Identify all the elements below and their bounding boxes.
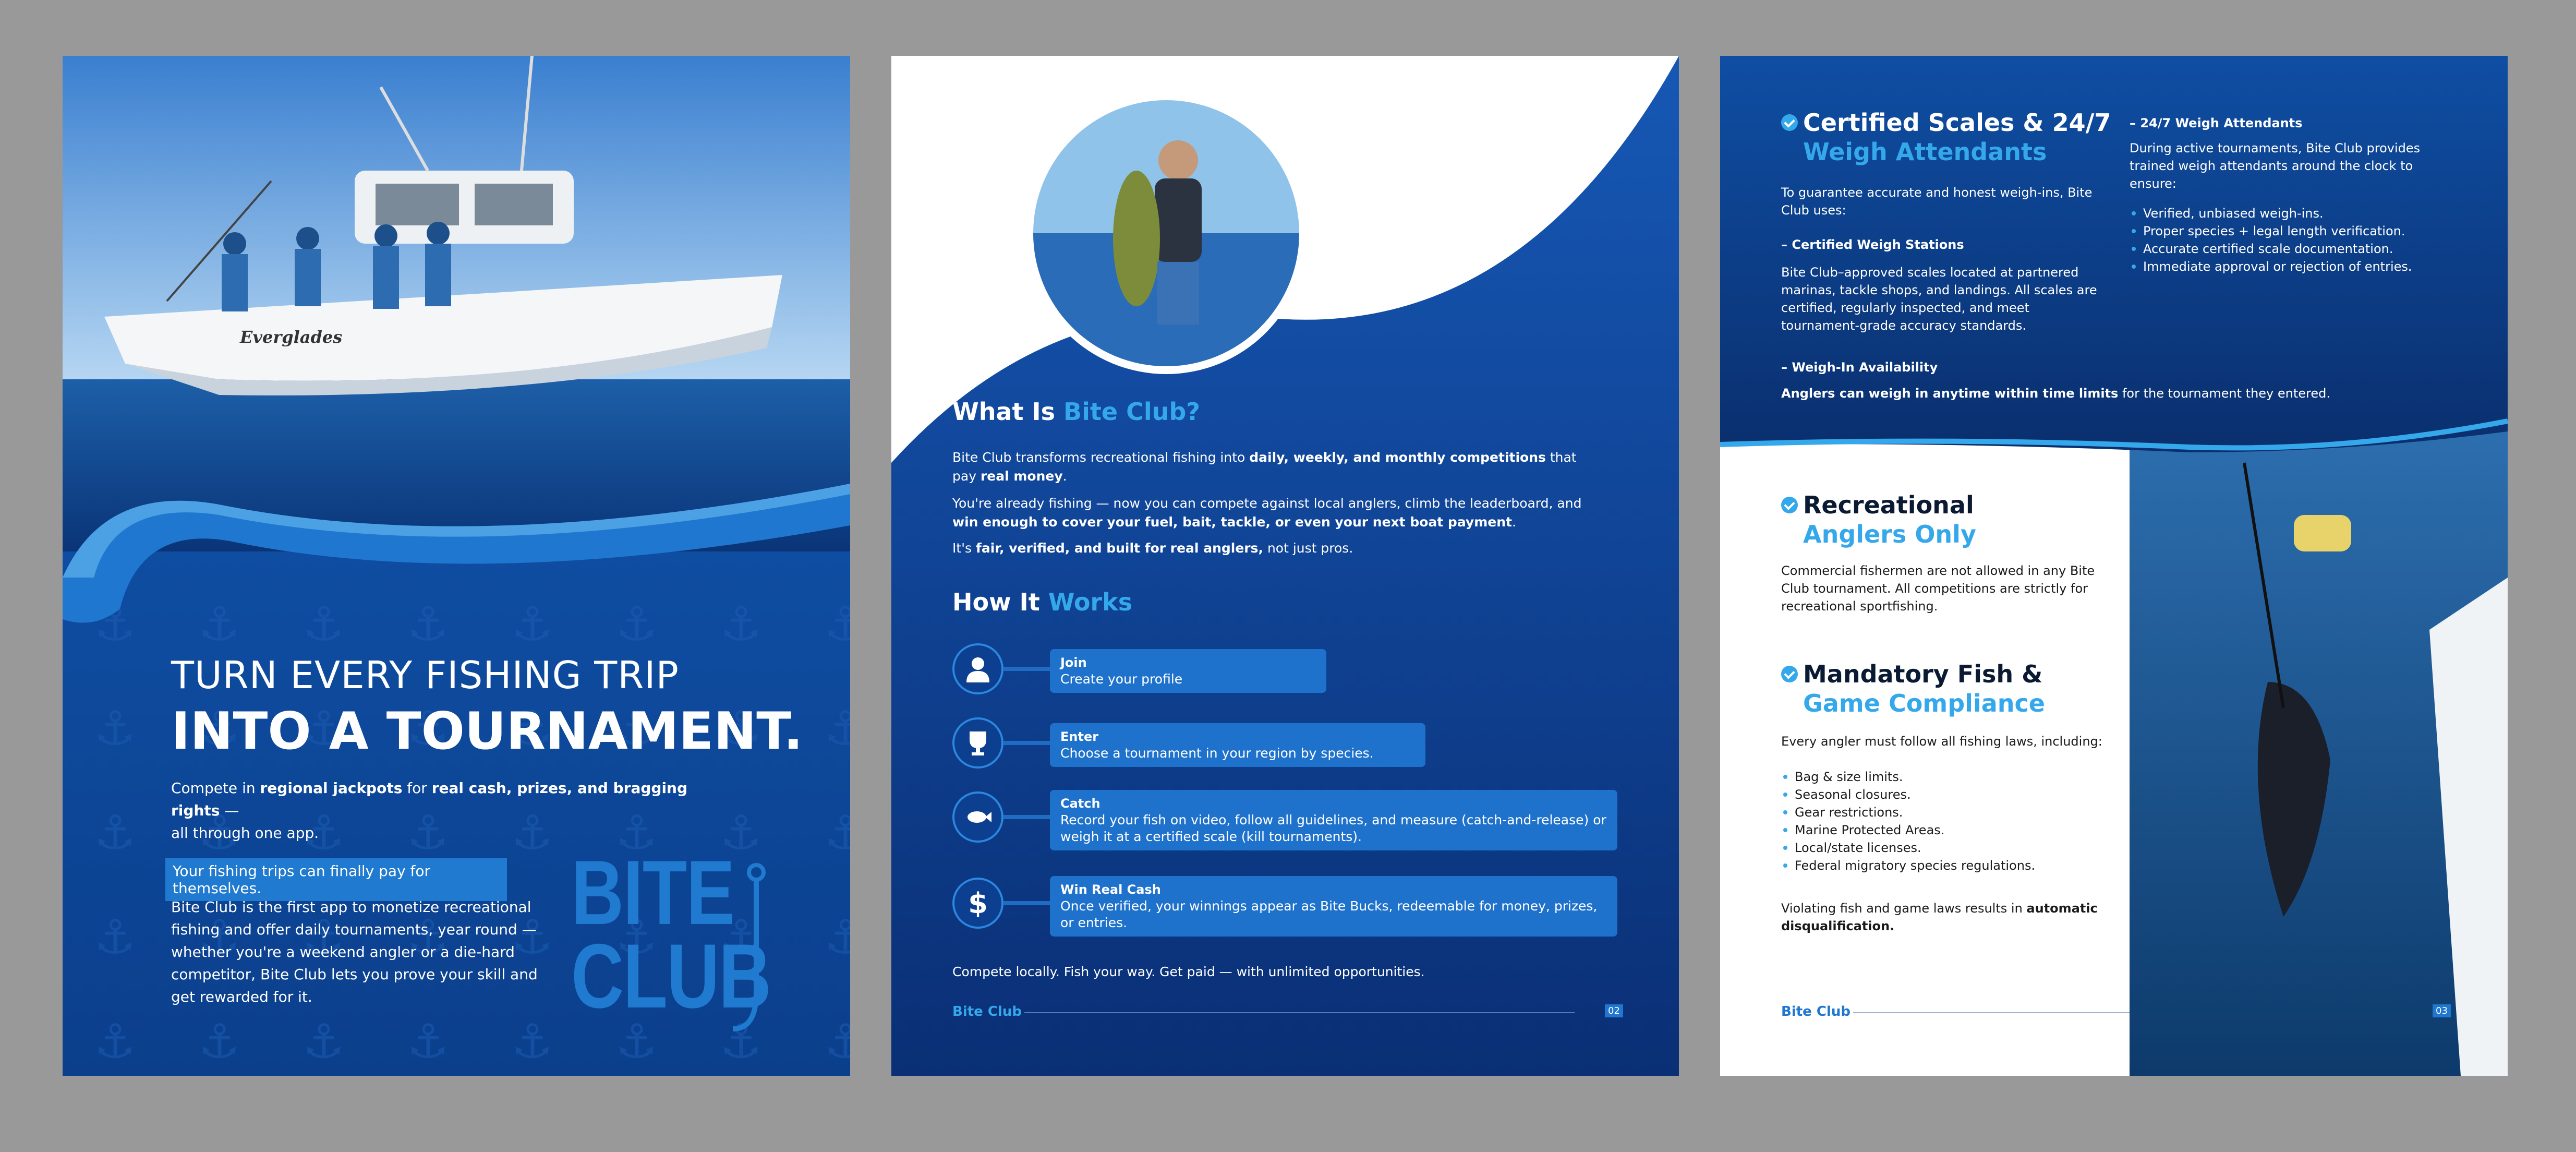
headline-line1: TURN EVERY FISHING TRIP xyxy=(171,653,679,697)
list-item: Marine Protected Areas. xyxy=(1781,821,2115,839)
check-icon xyxy=(1781,666,1798,682)
scales-heading: Certified Scales & 24/7 Weigh Attendants xyxy=(1781,108,2146,166)
footer-divider xyxy=(1853,1012,2130,1013)
cover-body-text: Bite Club is the first app to monetize recreational fishing and offer daily tournaments, year round — whether you're a weekend angler or a die-hard competitor, Bite Club lets you prove your skill and get rewarded for it. xyxy=(171,898,538,1005)
page-number: 03 xyxy=(2433,1004,2451,1017)
intro-text: Compete in regional jackpots for real cash, prizes, and bragging rights — all through one app. xyxy=(171,779,688,842)
recreational-heading: Recreational Anglers Only xyxy=(1781,490,2115,549)
page-cover xyxy=(63,56,850,1076)
boat-name-text: Everglades xyxy=(240,327,343,347)
what-is-para2: You're already fishing — now you can compete against local anglers, climb the leaderboard, and win enough to cover your fuel, bait, tackle, or even your next boat payment. xyxy=(952,496,1582,530)
step-win-real-cash: Win Real Cash Once verified, your winnings appear as Bite Bucks, redeemable for money, prizes, or entries. xyxy=(1050,876,1617,937)
fish-icon xyxy=(952,791,1003,843)
tagline-banner: Your fishing trips can finally pay for themselves. xyxy=(165,858,507,901)
list-item: Seasonal closures. xyxy=(1781,786,2115,803)
fish-hook-icon xyxy=(733,862,780,1039)
how-it-works-heading: How It Works xyxy=(952,588,1133,616)
what-is-para1: Bite Club transforms recreational fishing into daily, weekly, and monthly competitions that pay real money. xyxy=(952,450,1577,484)
list-item: Verified, unbiased weigh-ins. xyxy=(2130,205,2453,222)
attendants-text: During active tournaments, Bite Club provides trained weigh attendants around the clock to ensure: xyxy=(2130,141,2421,191)
list-item: Proper species + legal length verification. xyxy=(2130,222,2453,240)
list-item: Immediate approval or rejection of entries. xyxy=(2130,258,2453,275)
compliance-intro: Every angler must follow all fishing laws, including: xyxy=(1781,734,2102,749)
what-is-heading: What Is Bite Club? xyxy=(952,398,1200,426)
user-icon xyxy=(952,643,1003,694)
violation-text: Violating fish and game laws results in automatic disqualification. xyxy=(1781,901,2098,933)
bite-club-logo: BITE CLUB xyxy=(571,851,780,1045)
what-is-para3: It's fair, verified, and built for real anglers, not just pros. xyxy=(952,541,1353,556)
scales-intro: To guarantee accurate and honest weigh-ins, Bite Club uses: xyxy=(1781,185,2093,218)
attendants-list xyxy=(2130,205,2453,275)
footer-brand: Bite Club xyxy=(1781,1004,1851,1019)
compliance-list xyxy=(1781,768,2115,874)
dollar-icon: $ xyxy=(952,878,1003,929)
stations-text: Bite Club–approved scales located at partnered marinas, tackle shops, and landings. All scales are certified, regularly inspected, and meet tournament-grade accuracy standards. xyxy=(1781,265,2097,333)
list-item: Accurate certified scale documentation. xyxy=(2130,240,2453,258)
compliance-heading: Mandatory Fish & Game Compliance xyxy=(1781,659,2115,718)
closing-line: Compete locally. Fish your way. Get paid — with unlimited opportunities. xyxy=(952,964,1425,979)
availability-title: – Weigh-In Availability xyxy=(1781,360,1938,375)
page-rules xyxy=(1720,56,2508,1076)
availability-text: Anglers can weigh in anytime within time limits for the tournament they entered. xyxy=(1781,386,2331,401)
list-item: Bag & size limits. xyxy=(1781,768,2115,786)
attendants-title: – 24/7 Weigh Attendants xyxy=(2130,116,2303,130)
check-icon xyxy=(1781,114,1798,131)
step-join: Join Create your profile xyxy=(1050,649,1326,693)
footer-divider xyxy=(1024,1012,1575,1013)
stations-title: – Certified Weigh Stations xyxy=(1781,237,1964,252)
list-item: Federal migratory species regulations. xyxy=(1781,857,2115,874)
step-enter: Enter Choose a tournament in your region by species. xyxy=(1050,723,1425,767)
trophy-icon xyxy=(952,717,1003,769)
list-item: Local/state licenses. xyxy=(1781,839,2115,857)
check-icon xyxy=(1781,497,1798,513)
headline-line2: INTO A TOURNAMENT. xyxy=(171,702,803,761)
page-number: 02 xyxy=(1605,1004,1623,1017)
recreational-text: Commercial fishermen are not allowed in any Bite Club tournament. All competitions are strictly for recreational sportfishing. xyxy=(1781,563,2095,614)
page-what-is xyxy=(891,56,1679,1076)
step-catch: Catch Record your fish on video, follow all guidelines, and measure (catch-and-release) or weigh it at a certified scale (kill tournaments). xyxy=(1050,790,1617,850)
footer-brand: Bite Club xyxy=(952,1004,1022,1019)
list-item: Gear restrictions. xyxy=(1781,803,2115,821)
